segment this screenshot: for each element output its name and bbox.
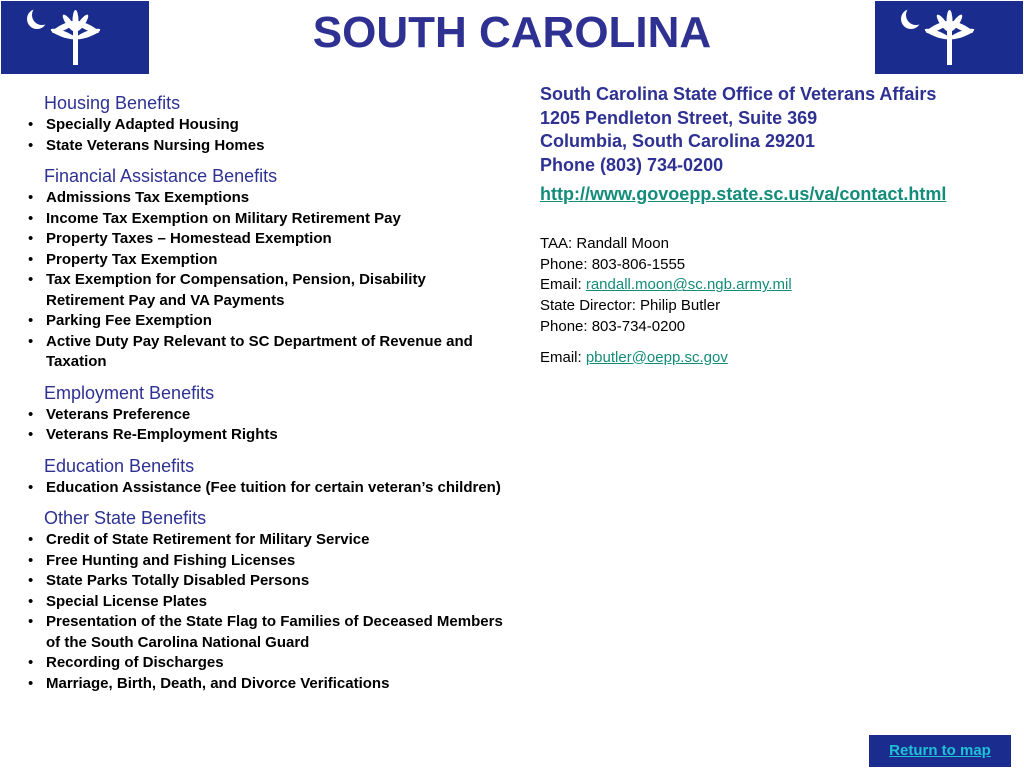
list-item: • Presentation of the State Flag to Families of Deceased Members of the South Carolina National Guard: [26, 612, 506, 653]
benefits-column: [26, 92, 506, 703]
list-item: • Tax Exemption for Compensation, Pension, Disability Retirement Pay and VA Payments: [26, 270, 506, 311]
list-item: • Veterans Re-Employment Rights: [26, 425, 506, 446]
benefit-list: [26, 115, 506, 156]
financial-benefits-section: [26, 165, 506, 373]
director-name: State Director: Philip Butler: [540, 297, 721, 315]
list-item: • Special License Plates: [26, 592, 506, 613]
office-name: South Carolina State Office of Veterans Affairs: [540, 84, 937, 104]
taa-name: TAA: Randall Moon: [540, 235, 669, 252]
taa-phone: Phone: 803-806-1555: [540, 255, 686, 273]
education-benefits-section: [26, 455, 506, 499]
email-label: Email:: [540, 348, 586, 366]
taa-email-row: [540, 275, 1010, 296]
list-item: • Marriage, Birth, Death, and Divorce Verifications: [26, 674, 506, 695]
section-title: Other State Benefits: [44, 508, 207, 528]
benefit-list: [26, 405, 506, 446]
housing-benefits-section: [26, 92, 506, 156]
section-title: Financial Assistance Benefits: [44, 166, 278, 186]
return-to-map-button[interactable]: Return to map: [869, 735, 1011, 767]
list-item: • Active Duty Pay Relevant to SC Department of Revenue and Taxation: [26, 332, 506, 373]
sc-flag-right: [875, 1, 1023, 74]
section-title: Education Benefits: [44, 455, 195, 476]
palmetto-crescent-flag-icon: [875, 1, 1023, 74]
page-title: SOUTH CAROLINA: [312, 8, 712, 57]
list-item: • State Parks Totally Disabled Persons: [26, 571, 506, 592]
office-city: Columbia, South Carolina 29201: [540, 131, 816, 151]
list-item: • Admissions Tax Exemptions: [26, 188, 506, 209]
benefit-list: [26, 478, 506, 499]
list-item: • Credit of State Retirement for Military Service: [26, 530, 506, 551]
list-item: • Property Taxes – Homestead Exemption: [26, 229, 506, 250]
taa-email-link[interactable]: randall.moon@sc.ngb.army.mil: [585, 276, 792, 294]
section-title: Employment Benefits: [44, 382, 215, 403]
list-item: • Veterans Preference: [26, 405, 506, 426]
other-benefits-section: [26, 507, 506, 694]
director-email-link[interactable]: pbutler@oepp.sc.gov: [585, 348, 728, 366]
contacts-block: [540, 234, 1010, 368]
list-item: • Income Tax Exemption on Military Retirement Pay: [26, 209, 506, 230]
section-title: Housing Benefits: [44, 93, 181, 113]
employment-benefits-section: [26, 382, 506, 446]
contact-column: [540, 83, 1010, 368]
list-item: • Education Assistance (Fee tuition for certain veteran’s children): [26, 478, 506, 499]
list-item: • Free Hunting and Fishing Licenses: [26, 551, 506, 572]
director-phone: Phone: 803-734-0200: [540, 317, 686, 335]
list-item: • Recording of Discharges: [26, 653, 506, 674]
office-street: 1205 Pendleton Street, Suite 369: [540, 107, 818, 128]
director-email-row: [540, 348, 1010, 369]
office-phone: Phone (803) 734-0200: [540, 154, 724, 175]
email-label: Email:: [540, 276, 586, 294]
list-item: • Parking Fee Exemption: [26, 311, 506, 332]
list-item: • State Veterans Nursing Homes: [26, 136, 506, 157]
office-website-link[interactable]: http://www.govoepp.state.sc.us/va/contact.html: [540, 184, 947, 204]
list-item: • Property Tax Exemption: [26, 250, 506, 271]
benefit-list: [26, 530, 506, 694]
benefit-list: [26, 188, 506, 373]
list-item: • Specially Adapted Housing: [26, 115, 506, 136]
